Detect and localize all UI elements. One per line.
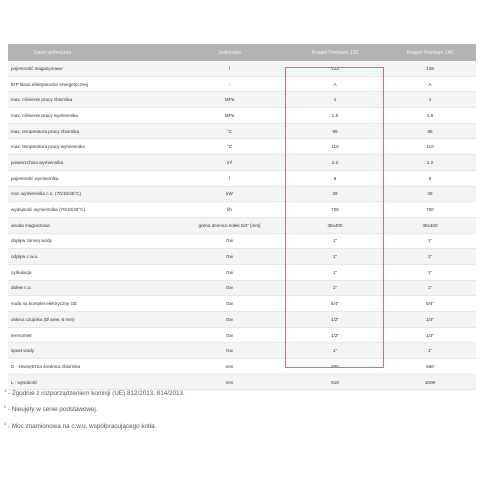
- footnote-mark: 3: [4, 420, 7, 426]
- model-120-cell: 1": [286, 249, 384, 265]
- param-cell: spust wody: [8, 343, 173, 359]
- footnote: [4, 404, 185, 414]
- footnote-mark: 2: [4, 404, 7, 410]
- model-140-cell: 139: [384, 61, 476, 76]
- header-model-120: Kospel Premium 120: [286, 44, 384, 61]
- table-body: [8, 61, 476, 390]
- param-cell: ErP klasa efektywności energetycznej: [8, 76, 173, 92]
- param-cell: osłona czujnika (Ø wew. 6 mm): [8, 312, 173, 328]
- param-cell: termometr: [8, 327, 173, 343]
- param-cell: max. ciśnienie pracy wymiennika: [8, 108, 173, 124]
- model-120-cell: 95: [286, 123, 384, 139]
- header-model-140: Kospel Premium 140: [384, 44, 476, 61]
- model-140-cell: 1": [384, 280, 476, 296]
- model-120-cell: 123: [286, 61, 384, 76]
- param-cell: mufa na komplet elektryczny GE: [8, 296, 173, 312]
- model-120-cell: 5/4": [286, 296, 384, 312]
- table-header-row: [8, 44, 476, 61]
- param-cell: max. temperatura pracy wymiennika: [8, 139, 173, 155]
- model-140-cell: 38x400: [384, 217, 476, 233]
- model-120-cell: 1": [286, 264, 384, 280]
- model-140-cell: 1009: [384, 374, 476, 390]
- footnote: [4, 421, 185, 431]
- param-cell: moc wymiennika c.o. (70/10/45°C): [8, 186, 173, 202]
- unit-cell: Gw: [173, 312, 286, 328]
- param-cell: max. temperatura pracy zbiornika: [8, 123, 173, 139]
- unit-cell: °C: [173, 139, 286, 155]
- unit-cell: l/h: [173, 202, 286, 218]
- model-120-cell: 660: [286, 359, 384, 375]
- model-120-cell: 38x400: [286, 217, 384, 233]
- unit-cell: l: [173, 61, 286, 76]
- param-cell: wydajność wymiennika (70/10/45°C): [8, 202, 173, 218]
- model-140-cell: 5/4": [384, 296, 476, 312]
- footnote-text: - Moc znamionowa na c.w.u. współpracującego kotła.: [6, 423, 157, 430]
- unit-cell: mm: [173, 374, 286, 390]
- model-120-cell: 29: [286, 186, 384, 202]
- unit-cell: °C: [173, 123, 286, 139]
- unit-cell: MPa: [173, 92, 286, 108]
- table-row: [8, 312, 476, 328]
- model-120-cell: 1": [286, 280, 384, 296]
- model-140-cell: 95: [384, 123, 476, 139]
- table-row: [8, 343, 476, 359]
- table-row: [8, 327, 476, 343]
- model-120-cell: A: [286, 76, 384, 92]
- model-120-cell: 1: [286, 92, 384, 108]
- model-140-cell: 1.6: [384, 108, 476, 124]
- param-cell: odpływ c.w.u.: [8, 249, 173, 265]
- unit-cell: mm: [173, 359, 286, 375]
- footnote-mark: 1: [4, 388, 7, 393]
- model-120-cell: 110: [286, 139, 384, 155]
- table-row: [8, 108, 476, 124]
- table-row: [8, 233, 476, 249]
- unit-cell: górna dennica kołek 5/4" [mm]: [173, 217, 286, 233]
- table-row: [8, 296, 476, 312]
- model-140-cell: 1": [384, 233, 476, 249]
- model-120-cell: 910: [286, 374, 384, 390]
- unit-cell: l: [173, 170, 286, 186]
- unit-cell: MPa: [173, 108, 286, 124]
- param-cell: D - zewnętrzna średnica zbiornika: [8, 359, 173, 375]
- unit-cell: -: [173, 76, 286, 92]
- param-cell: L - wysokość: [8, 374, 173, 390]
- param-cell: dopływ zimnej wody: [8, 233, 173, 249]
- model-140-cell: 8: [384, 170, 476, 186]
- model-120-cell: 8: [286, 170, 384, 186]
- table-row: [8, 202, 476, 218]
- table-row: [8, 123, 476, 139]
- unit-cell: Gw: [173, 264, 286, 280]
- param-cell: max. ciśnienie pracy zbiornika: [8, 92, 173, 108]
- model-120-cell: 700: [286, 202, 384, 218]
- model-140-cell: 1: [384, 92, 476, 108]
- model-120-cell: 1": [286, 343, 384, 359]
- model-140-cell: 1": [384, 343, 476, 359]
- unit-cell: Gw: [173, 327, 286, 343]
- table-row: [8, 249, 476, 265]
- table-row: [8, 359, 476, 375]
- param-cell: anoda magnezowa: [8, 217, 173, 233]
- model-120-cell: 1.6: [286, 108, 384, 124]
- param-cell: cyrkulacja: [8, 264, 173, 280]
- table-row: [8, 170, 476, 186]
- param-cell: pojemność magazynowa¹: [8, 61, 173, 76]
- unit-cell: kW: [173, 186, 286, 202]
- footnote-text: - Zgodnie z rozporządzeniem komisji (UE) 812/2013, 814/2013.: [6, 390, 185, 398]
- table-row: [8, 186, 476, 202]
- table-row: [8, 264, 476, 280]
- table-row: [8, 280, 476, 296]
- footnote-text: - Nieujęty w cenie podstawowej.: [6, 406, 98, 414]
- header-unit: Jednostka: [173, 44, 286, 61]
- param-cell: pojemność wymiennika: [8, 170, 173, 186]
- model-140-cell: 1": [384, 249, 476, 265]
- model-120-cell: 1/2": [286, 312, 384, 328]
- spec-table: [8, 44, 476, 390]
- unit-cell: Gw: [173, 233, 286, 249]
- table-row: [8, 217, 476, 233]
- model-140-cell: 29: [384, 186, 476, 202]
- footnote: [4, 388, 185, 398]
- model-140-cell: 700: [384, 202, 476, 218]
- table-row: [8, 92, 476, 108]
- model-120-cell: 1": [286, 233, 384, 249]
- table-row: [8, 139, 476, 155]
- param-cell: powierzchnia wymiennika: [8, 155, 173, 171]
- table-row: [8, 61, 476, 76]
- table-row: [8, 155, 476, 171]
- model-140-cell: 1/2": [384, 327, 476, 343]
- unit-cell: m²: [173, 155, 286, 171]
- model-140-cell: 1": [384, 264, 476, 280]
- unit-cell: Gw: [173, 296, 286, 312]
- unit-cell: Gw: [173, 343, 286, 359]
- table-row: [8, 76, 476, 92]
- model-140-cell: 660: [384, 359, 476, 375]
- model-140-cell: 1/2": [384, 312, 476, 328]
- model-140-cell: 1.2: [384, 155, 476, 171]
- param-cell: dolew c.o.: [8, 280, 173, 296]
- unit-cell: Gw: [173, 249, 286, 265]
- footnotes: [4, 388, 185, 437]
- model-120-cell: 1/2": [286, 327, 384, 343]
- model-140-cell: A: [384, 76, 476, 92]
- model-120-cell: 1.2: [286, 155, 384, 171]
- unit-cell: Gw: [173, 280, 286, 296]
- model-140-cell: 110: [384, 139, 476, 155]
- header-parameter: Dane techniczne: [8, 44, 173, 61]
